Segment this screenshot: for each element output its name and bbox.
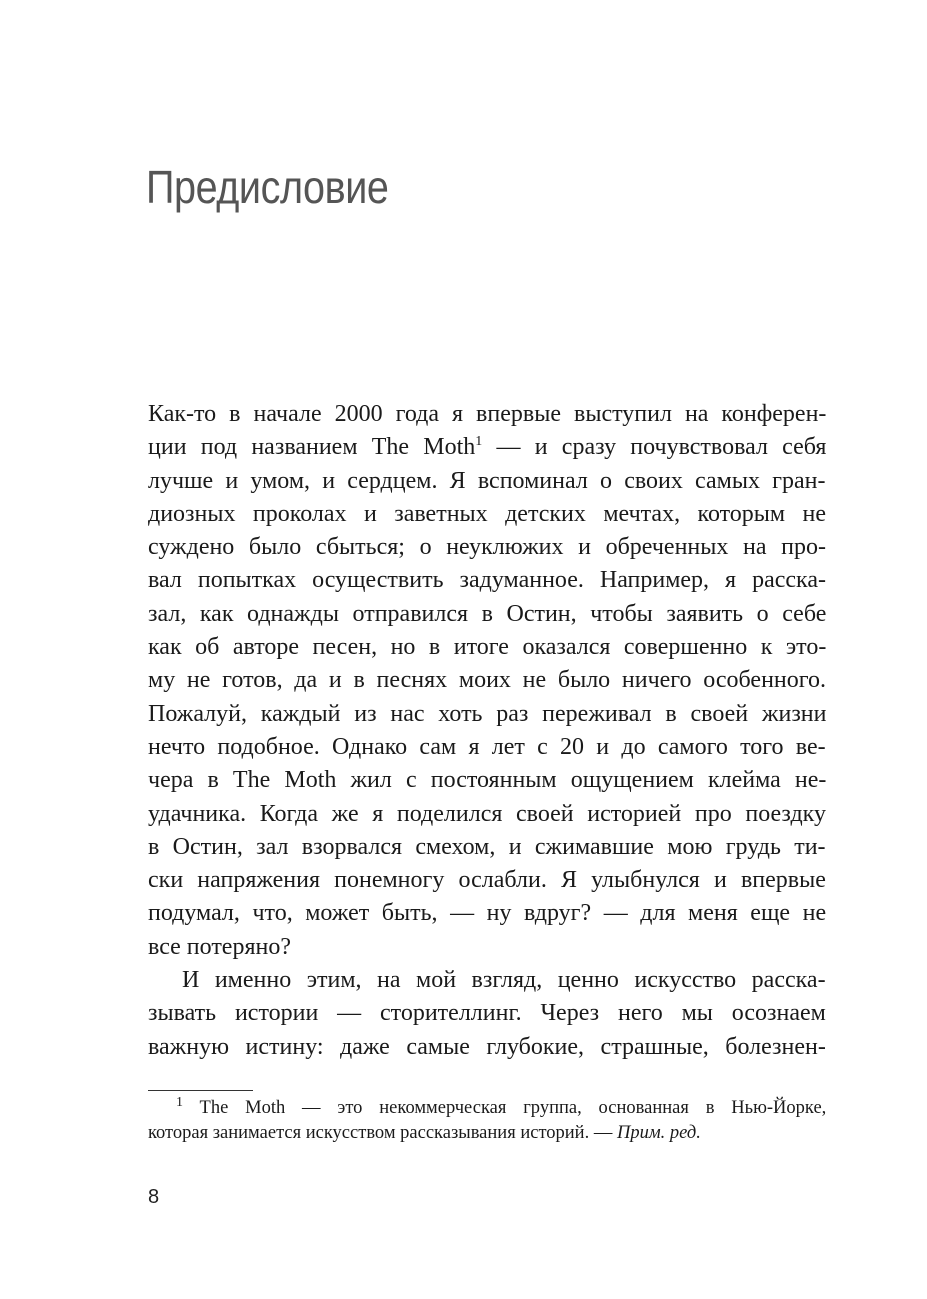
text-line: в Остин, зал взорвался смехом, и сжимавшие мою грудь ти- [148,833,826,860]
text-line: все потеряно? [148,933,291,960]
chapter-title: Предисловие [146,161,389,213]
text-line: зывать истории — сторителлинг. Через него мы осознаем [148,1000,826,1027]
text-line: И именно этим, на мой взгляд, ценно искусство расска- [182,967,826,994]
text-line: вал попытках осуществить задуманное. Например, я расска- [148,567,826,594]
text-line: диозных проколах и заветных детских мечтах, которым не [148,500,827,527]
text-line: подумал, что, может быть, — ну вдруг? — для меня еще не [148,900,827,927]
text-line: суждено было сбыться; о неуклюжих и обреченных на про- [148,534,826,561]
text-line: чера в The Moth жил с постоянным ощущением клейма не- [148,767,827,794]
text-line: Как-то в начале 2000 года я впервые выступил на конферен- [148,401,827,427]
footnote-ref[interactable]: 1 [475,434,483,450]
text-line: важную истину: даже самые глубокие, страшные, болезнен- [148,1033,826,1060]
text-line: Пожалуй, каждый из нас хоть раз переживал в своей жизни [148,700,827,727]
text-line: зал, как однажды отправился в Остин, чтобы заявить о себе [148,600,827,627]
text-line: удачника. Когда же я поделился своей историей про поездку [148,800,827,827]
text-line: му не готов, да и в песнях моих не было ничего особенного. [148,667,827,694]
footnote [148,1096,826,1146]
footnote-line: $^1$ The Moth — это некоммерческая группа, основанная в Нью-Йорке, [176,1094,827,1118]
text-line: ции под названием The Moth$^1$ — и сразу почувствовал себя [148,434,827,461]
body-text [148,398,826,1064]
text-line: нечто подобное. Однако сам я лет с 20 и до самого того ве- [148,733,826,760]
footnote-divider [148,1090,253,1091]
text-line: лучше и умом, и сердцем. Я вспоминал о своих самых гран- [148,467,826,494]
text-line: как об авторе песен, но в итоге оказался совершенно к это- [148,634,827,661]
footnote-line: которая занимается искусством рассказывания историй. — Прим. ред. [148,1123,701,1143]
text-line: ски напряжения понемногу ослабли. Я улыбнулся и впервые [148,867,826,894]
page-number: 8 [148,1186,160,1208]
